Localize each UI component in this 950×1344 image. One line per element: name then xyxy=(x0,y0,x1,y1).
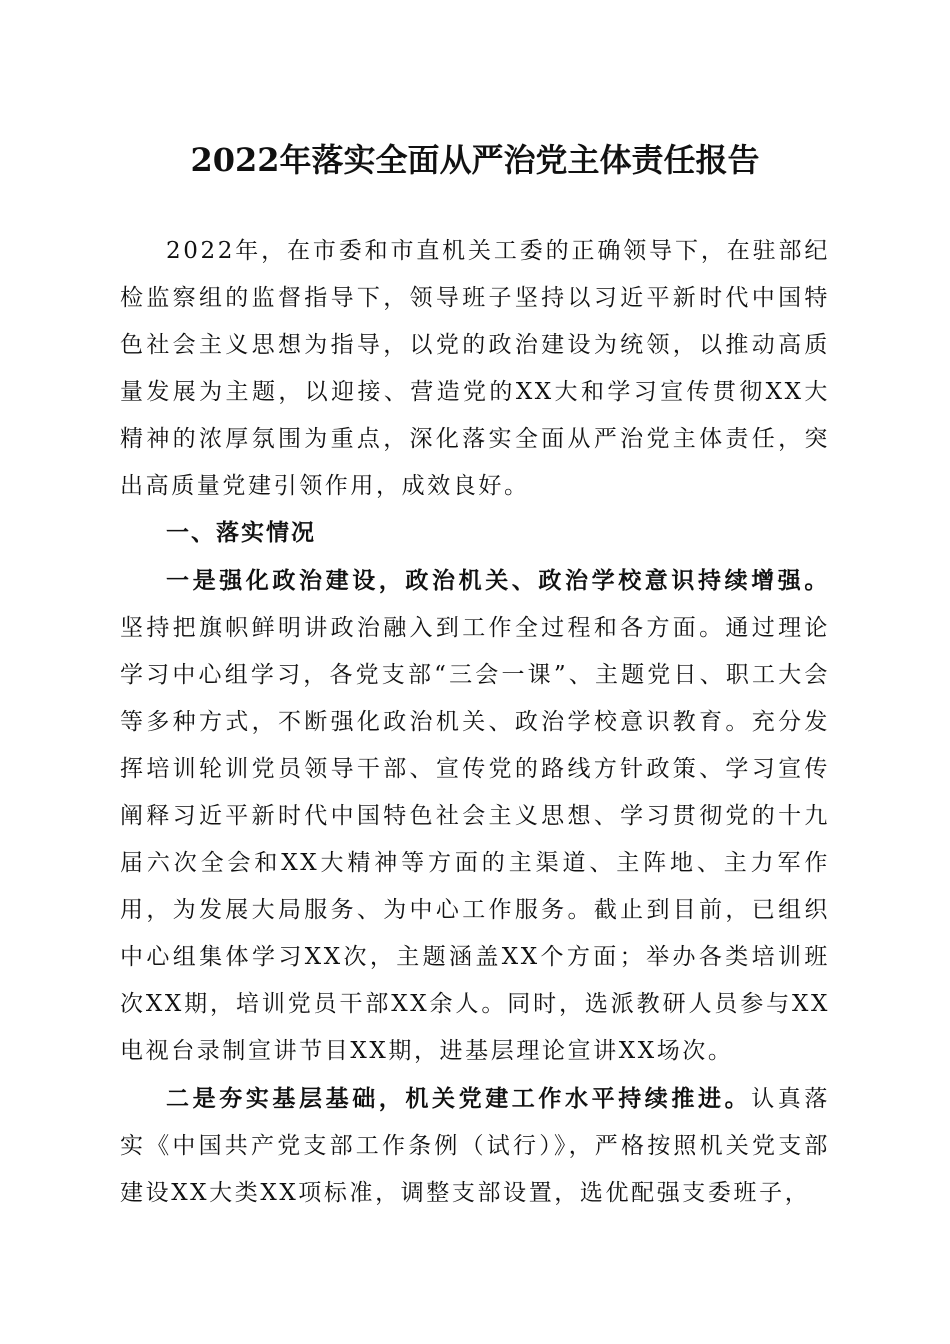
item-one-text: 坚持把旗帜鲜明讲政治融入到工作全过程和各方面。通过理论学习中心组学习，各党支部“三会一课”、主题党日、职工大会等多种方式，不断强化政治机关、政治学校意识教育。充分发挥培训轮训党员领导干部、宣传党的路线方针政策、学习宣传阐释习近平新时代中国特色社会主义思想、学习贯彻党的十九届六次全会和XX大精神等方面的主渠道、主阵地、主力军作用，为发展大局服务、为中心工作服务。截止到目前，已组织中心组集体学习XX次，主题涵盖XX个方面；举办各类培训班次XX期，培训党员干部XX余人。同时，选派教研人员参与XX电视台录制宣讲节目XX期，进基层理论宣讲XX场次。 xyxy=(120,615,830,1064)
section-heading: 一、落实情况 xyxy=(166,520,316,546)
document-body xyxy=(120,228,830,1217)
item-one-lead: 一是强化政治建设，政治机关、政治学校意识持续增强。 xyxy=(166,567,830,594)
document-title: 2022年落实全面从严治党主体责任报告 xyxy=(190,141,760,179)
item-one-paragraph xyxy=(120,557,830,1075)
item-two-text: 认真落实《中国共产党支部工作条例（试行）》，严格按照机关党支部建设XX大类XX项标准，调整支部设置，选优配强支委班子， xyxy=(120,1086,830,1206)
intro-paragraph: 2022年，在市委和市直机关工委的正确领导下，在驻部纪检监察组的监督指导下，领导班子坚持以习近平新时代中国特色社会主义思想为指导，以党的政治建设为统领，以推动高质量发展为主题，以迎接、营造党的XX大和学习宣传贯彻XX大精神的浓厚氛围为重点，深化落实全面从严治党主体责任，突出高质量党建引领作用，成效良好。 xyxy=(120,238,830,499)
item-two-paragraph xyxy=(120,1075,830,1217)
item-two-lead: 二是夯实基层基础，机关党建工作水平持续推进。 xyxy=(166,1085,752,1112)
